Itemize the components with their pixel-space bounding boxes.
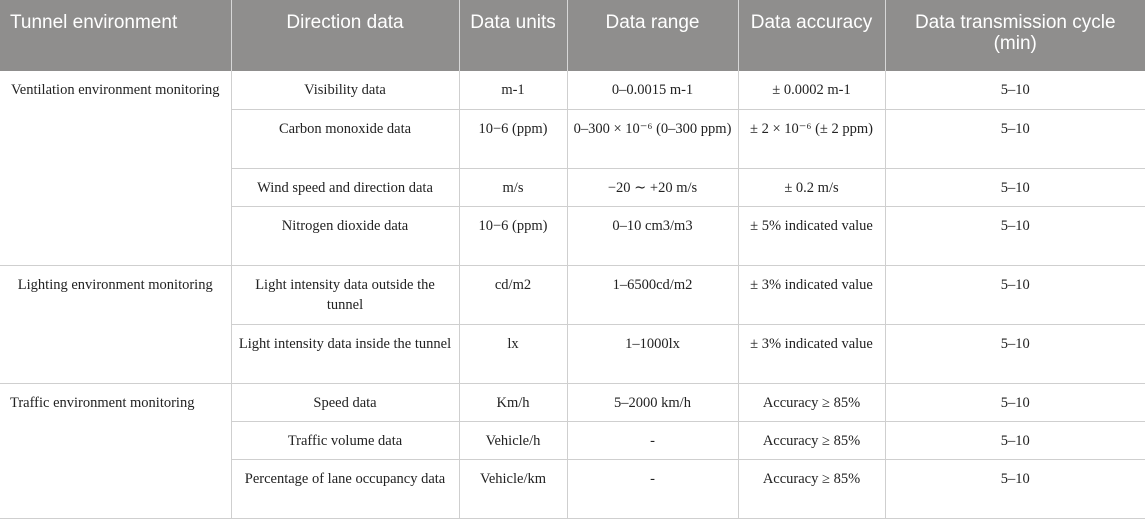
cell-cycle: 5–10	[885, 383, 1145, 421]
cell-direction: Light intensity data outside the tunnel	[231, 265, 459, 324]
cell-accuracy: Accuracy ≥ 85%	[738, 383, 885, 421]
cell-direction: Nitrogen dioxide data	[231, 206, 459, 265]
group-lighting-environment: Lighting environment monitoring	[0, 265, 231, 383]
header-data-range: Data range	[567, 0, 738, 71]
cell-cycle: 5–10	[885, 206, 1145, 265]
cell-cycle: 5–10	[885, 71, 1145, 109]
cell-units: Vehicle/km	[459, 459, 567, 518]
header-data-units: Data units	[459, 0, 567, 71]
cell-accuracy: ± 0.0002 m-1	[738, 71, 885, 109]
cell-direction: Light intensity data inside the tunnel	[231, 324, 459, 383]
cell-units: cd/m2	[459, 265, 567, 324]
table-row	[0, 265, 1145, 324]
cell-units: 10−6 (ppm)	[459, 206, 567, 265]
header-tunnel-environment: Tunnel environment	[0, 0, 231, 71]
cell-direction: Percentage of lane occupancy data	[231, 459, 459, 518]
cell-range: 1–1000lx	[567, 324, 738, 383]
cell-units: Vehicle/h	[459, 421, 567, 459]
cell-range: -	[567, 421, 738, 459]
cell-cycle: 5–10	[885, 421, 1145, 459]
cell-units: m/s	[459, 168, 567, 206]
cell-accuracy: ± 2 × 10⁻⁶ (± 2 ppm)	[738, 109, 885, 168]
cell-units: 10−6 (ppm)	[459, 109, 567, 168]
cell-cycle: 5–10	[885, 265, 1145, 324]
cell-units: m-1	[459, 71, 567, 109]
cell-range: −20 ∼ +20 m/s	[567, 168, 738, 206]
cell-accuracy: ± 3% indicated value	[738, 265, 885, 324]
cell-range: 5–2000 km/h	[567, 383, 738, 421]
cell-cycle: 5–10	[885, 324, 1145, 383]
cell-range: 0–300 × 10⁻⁶ (0–300 ppm)	[567, 109, 738, 168]
cell-direction: Speed data	[231, 383, 459, 421]
cell-range: 1–6500cd/m2	[567, 265, 738, 324]
cell-range: -	[567, 459, 738, 518]
cell-cycle: 5–10	[885, 459, 1145, 518]
cell-direction: Carbon monoxide data	[231, 109, 459, 168]
cell-accuracy: ± 3% indicated value	[738, 324, 885, 383]
header-direction-data: Direction data	[231, 0, 459, 71]
cell-accuracy: Accuracy ≥ 85%	[738, 421, 885, 459]
group-traffic-environment: Traffic environment monitoring	[0, 383, 231, 518]
cell-accuracy: Accuracy ≥ 85%	[738, 459, 885, 518]
cell-direction: Visibility data	[231, 71, 459, 109]
cell-direction: Traffic volume data	[231, 421, 459, 459]
cell-accuracy: ± 5% indicated value	[738, 206, 885, 265]
cell-range: 0–10 cm3/m3	[567, 206, 738, 265]
header-data-accuracy: Data accuracy	[738, 0, 885, 71]
table-body	[0, 71, 1145, 518]
header-transmission-cycle: Data transmission cycle (min)	[885, 0, 1145, 71]
cell-cycle: 5–10	[885, 168, 1145, 206]
table-row	[0, 383, 1145, 421]
cell-range: 0–0.0015 m-1	[567, 71, 738, 109]
cell-accuracy: ± 0.2 m/s	[738, 168, 885, 206]
table-header	[0, 0, 1145, 71]
header-row	[0, 0, 1145, 71]
cell-units: lx	[459, 324, 567, 383]
cell-cycle: 5–10	[885, 109, 1145, 168]
cell-units: Km/h	[459, 383, 567, 421]
cell-direction: Wind speed and direction data	[231, 168, 459, 206]
group-ventilation-environment: Ventilation environment monitoring	[0, 71, 231, 265]
table-row	[0, 71, 1145, 109]
